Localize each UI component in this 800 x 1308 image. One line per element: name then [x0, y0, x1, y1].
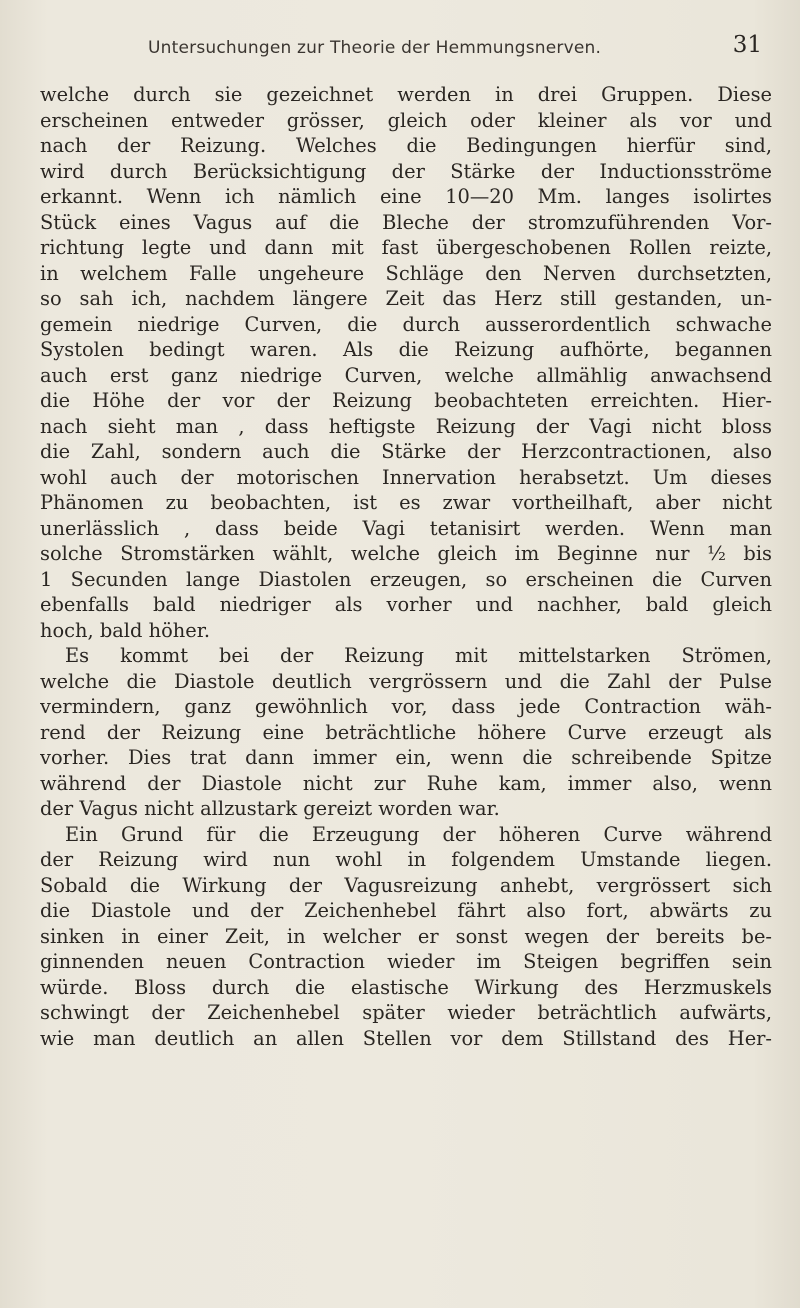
text-line: nach sieht man , dass heftigste Reizung der Vagi nicht bloss	[40, 414, 772, 438]
text-line: die Diastole und der Zeichenhebel fährt also fort, abwärts zu	[40, 899, 772, 922]
text-line: rend der Reizung eine beträchtliche höhere Curve erzeugt als	[40, 720, 772, 744]
text-line: Es kommt bei der Reizung mit mittelstarken Strömen,	[65, 644, 772, 667]
text-line: solche Stromstärken wählt, welche gleich im Beginne nur ½ bis	[40, 542, 772, 565]
page-header	[40, 34, 780, 70]
text-line: nach der Reizung. Welches die Bedingungen hierfür sind,	[40, 134, 772, 157]
text-line: welche die Diastole deutlich vergrössern und die Zahl der Pulse	[40, 669, 772, 693]
text-line: während der Diastole nicht zur Ruhe kam, immer also, wenn	[40, 771, 772, 795]
text-line: hoch, bald höher.	[40, 618, 211, 642]
text-line: 1 Secunden lange Diastolen erzeugen, so erscheinen die Curven	[40, 567, 772, 591]
text-line: Sobald die Wirkung der Vagusreizung anhebt, vergrössert sich	[40, 873, 772, 897]
text-line: Stück eines Vagus auf die Bleche der stromzuführenden Vor-	[40, 210, 772, 234]
text-line: die Zahl, sondern auch die Stärke der Herzcontractionen, also	[40, 440, 772, 463]
text-line: der Vagus nicht allzustark gereizt worden war.	[40, 797, 500, 820]
page-number: 31	[732, 32, 762, 58]
text-line: vermindern, ganz gewöhnlich vor, dass jede Contraction wäh-	[40, 695, 772, 718]
text-line: würde. Bloss durch die elastische Wirkung des Herzmuskels	[40, 975, 772, 999]
text-line: der Reizung wird nun wohl in folgendem Umstande liegen.	[40, 848, 772, 871]
text-line: richtung legte und dann mit fast übergeschobenen Rollen reizte,	[40, 236, 772, 259]
text-line: wohl auch der motorischen Innervation herabsetzt. Um dieses	[40, 465, 772, 489]
text-line: Systolen bedingt waren. Als die Reizung aufhörte, begannen	[40, 338, 772, 361]
body-text	[40, 82, 772, 1051]
text-line: wird durch Berücksichtigung der Stärke der Inductionsströme	[40, 159, 772, 183]
text-line: ebenfalls bald niedriger als vorher und nachher, bald gleich	[40, 593, 772, 616]
text-line: gemein niedrige Curven, die durch ausserordentlich schwache	[40, 312, 772, 336]
text-line: Ein Grund für die Erzeugung der höheren Curve während	[65, 822, 772, 846]
text-line: Phänomen zu beobachten, ist es zwar vortheilhaft, aber nicht	[40, 491, 772, 514]
text-line: so sah ich, nachdem längere Zeit das Herz still gestanden, un-	[40, 287, 772, 310]
text-line: schwingt der Zeichenhebel später wieder beträchtlich aufwärts,	[40, 1001, 772, 1024]
text-line: unerlässlich , dass beide Vagi tetanisirt werden. Wenn man	[40, 516, 772, 540]
text-line: vorher. Dies trat dann immer ein, wenn die schreibende Spitze	[40, 746, 772, 769]
text-line: sinken in einer Zeit, in welcher er sonst wegen der bereits be-	[40, 924, 772, 948]
text-line: die Höhe der vor der Reizung beobachteten erreichten. Hier-	[40, 389, 772, 412]
text-line: wie man deutlich an allen Stellen vor dem Stillstand des Her-	[40, 1026, 772, 1050]
text-line: ginnenden neuen Contraction wieder im Steigen begriffen sein	[40, 950, 772, 973]
text-line: erscheinen entweder grösser, gleich oder kleiner als vor und	[40, 108, 772, 132]
text-line: auch erst ganz niedrige Curven, welche allmählig anwachsend	[40, 363, 772, 387]
text-line: welche durch sie gezeichnet werden in drei Gruppen. Diese	[40, 83, 772, 106]
text-line: erkannt. Wenn ich nämlich eine 10—20 Mm. langes isolirtes	[40, 185, 772, 208]
running-head: Untersuchungen zur Theorie der Hemmungsnerven.	[148, 38, 602, 58]
text-line: in welchem Falle ungeheure Schläge den Nerven durchsetzten,	[40, 261, 772, 285]
